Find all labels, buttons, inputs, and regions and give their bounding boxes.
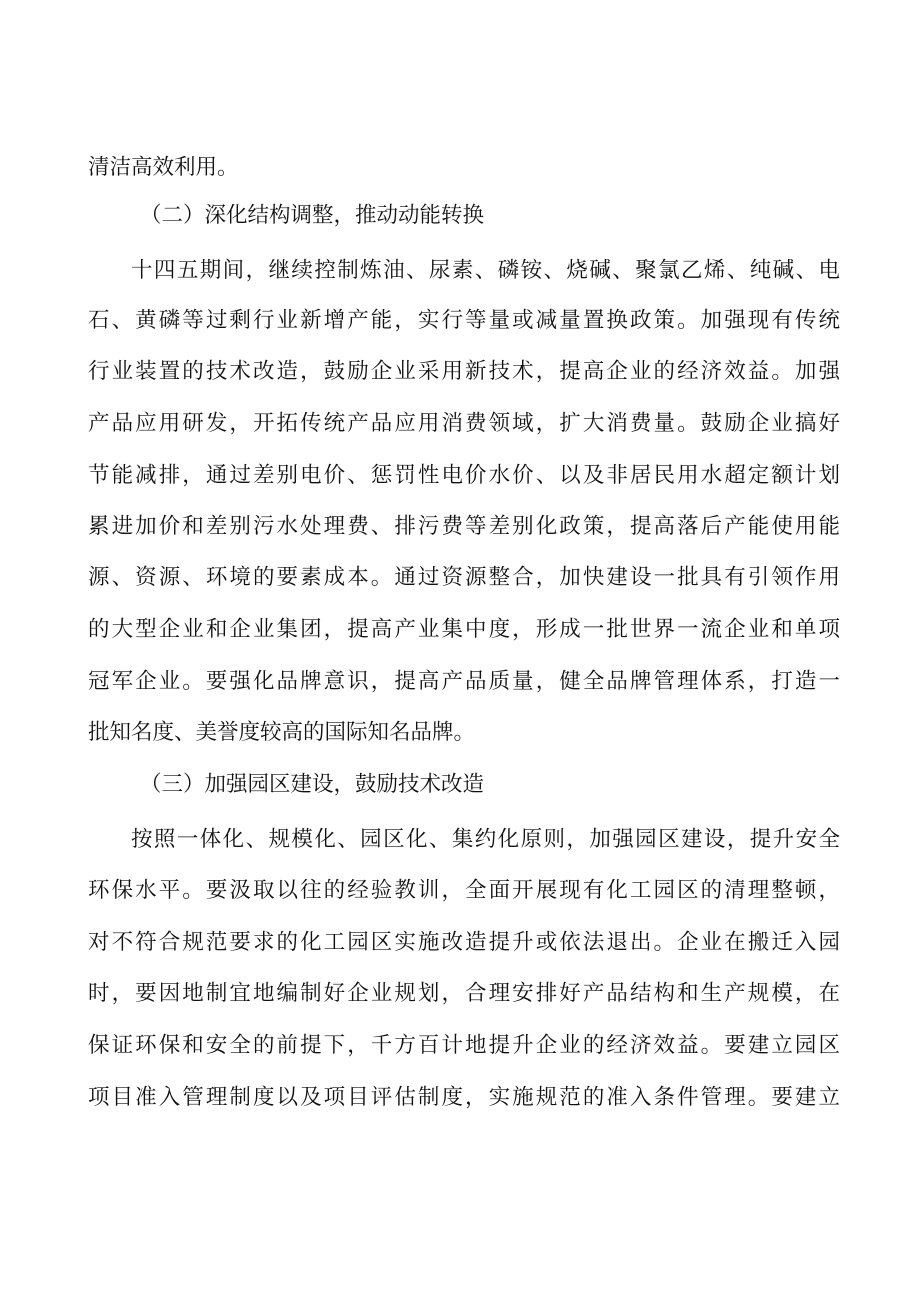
opening-line: 清洁高效利用。: [88, 155, 239, 180]
section-heading-2: （二）深化结构调整，推动动能转换: [140, 203, 485, 228]
paragraph-line: 项目准入管理制度以及项目评估制度，实施规范的准入条件管理。要建立: [88, 1085, 840, 1110]
paragraph-line: 的大型企业和企业集团，提高产业集中度，形成一批世界一流企业和单项: [88, 617, 840, 642]
paragraph-line: 石、黄磷等过剩行业新增产能，实行等量或减量置换政策。加强现有传统: [88, 308, 840, 333]
paragraph-line: 按照一体化、规模化、园区化、集约化原则，加强园区建设，提升安全: [131, 827, 840, 852]
paragraph-line: 十四五期间，继续控制炼油、尿素、磷铵、烧碱、聚氯乙烯、纯碱、电: [131, 258, 840, 283]
paragraph-line: 环保水平。要汲取以往的经验教训，全面开展现有化工园区的清理整顿，: [88, 878, 840, 903]
paragraph-line: 保证环保和安全的前提下，千方百计地提升企业的经济效益。要建立园区: [88, 1033, 840, 1058]
paragraph-line: 节能减排，通过差别电价、惩罚性电价水价、以及非居民用水超定额计划: [88, 463, 840, 488]
paragraph-line: 产品应用研发，开拓传统产品应用消费领域，扩大消费量。鼓励企业搞好: [88, 411, 840, 436]
paragraph-line: 批知名度、美誉度较高的国际知名品牌。: [88, 720, 476, 745]
paragraph-line: 累进加价和差别污水处理费、排污费等差别化政策，提高落后产能使用能: [88, 514, 840, 539]
section-heading-3: （三）加强园区建设，鼓励技术改造: [140, 772, 485, 797]
paragraph-line: 对不符合规范要求的化工园区实施改造提升或依法退出。企业在搬迁入园: [88, 930, 840, 955]
paragraph-line: 时，要因地制宜地编制好企业规划，合理安排好产品结构和生产规模，在: [88, 981, 840, 1006]
paragraph-line: 源、资源、环境的要素成本。通过资源整合，加快建设一批具有引领作用: [88, 565, 840, 590]
paragraph-line: 行业装置的技术改造，鼓励企业采用新技术，提高企业的经济效益。加强: [88, 359, 840, 384]
paragraph-line: 冠军企业。要强化品牌意识，提高产品质量，健全品牌管理体系，打造一: [88, 669, 840, 694]
